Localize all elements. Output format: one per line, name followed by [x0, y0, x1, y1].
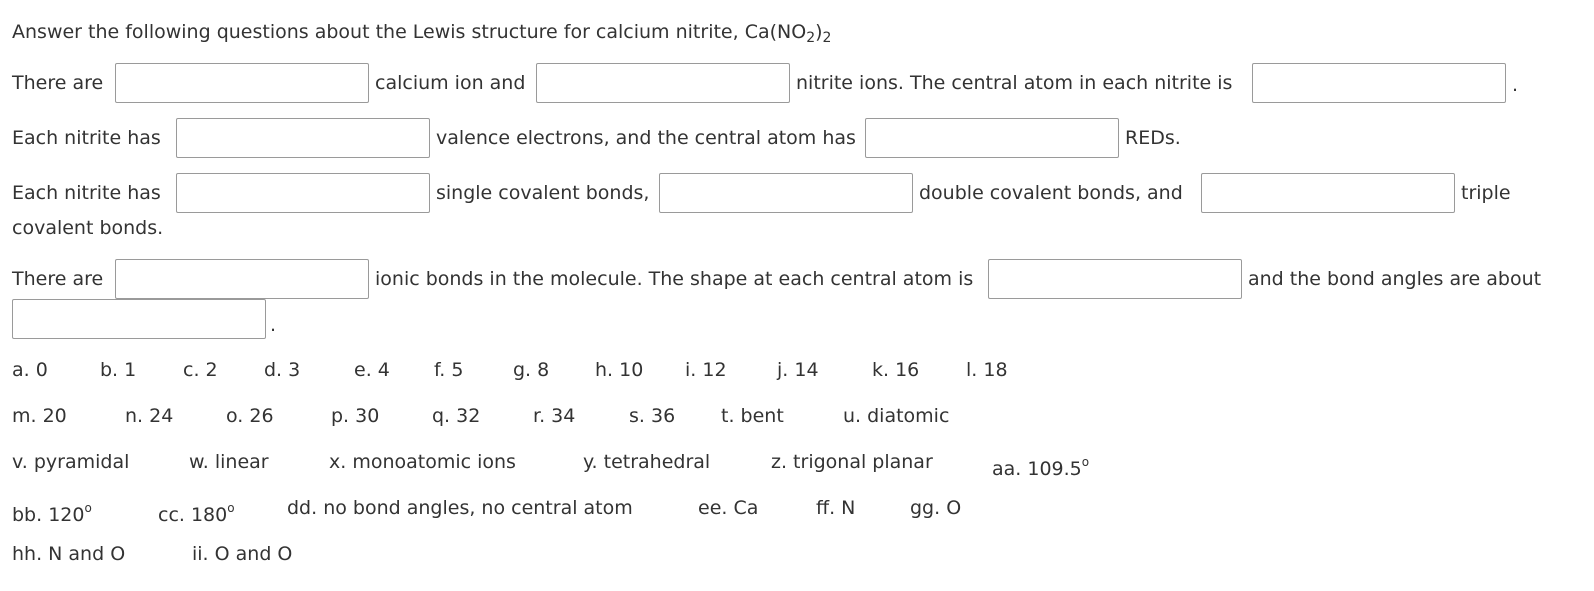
- option-k: k. 16: [872, 359, 920, 381]
- option-h: h. 10: [595, 359, 644, 381]
- blank-single-bonds[interactable]: [176, 173, 430, 213]
- option-d: d. 3: [264, 359, 301, 381]
- option-bb-text: bb. 120: [12, 504, 85, 526]
- option-hh: hh. N and O: [12, 543, 126, 565]
- blank-valence-electrons[interactable]: [176, 118, 430, 158]
- blank-central-reds[interactable]: [865, 118, 1119, 158]
- option-dd: dd. no bond angles, no central atom: [287, 497, 633, 519]
- option-o: o. 26: [226, 405, 274, 427]
- option-i: i. 12: [685, 359, 727, 381]
- option-x: x. monoatomic ions: [329, 451, 516, 473]
- option-a: a. 0: [12, 359, 48, 381]
- degree-symbol: o: [227, 501, 235, 515]
- title-paren: ): [815, 21, 823, 43]
- blank-double-bonds[interactable]: [659, 173, 913, 213]
- q4-period: .: [270, 314, 277, 336]
- option-cc: [158, 495, 235, 528]
- option-t: t. bent: [721, 405, 784, 427]
- option-cc-text: cc. 180: [158, 504, 228, 526]
- option-z: z. trigonal planar: [771, 451, 933, 473]
- q2-text-c: REDs.: [1125, 127, 1181, 149]
- q3-text-b: single covalent bonds,: [436, 182, 650, 204]
- option-l: l. 18: [966, 359, 1008, 381]
- q3-text-d: triple: [1461, 182, 1511, 204]
- q3-text-e: covalent bonds.: [12, 217, 164, 239]
- q1-text-b: calcium ion and: [375, 72, 526, 94]
- option-m: m. 20: [12, 405, 67, 427]
- option-f: f. 5: [434, 359, 464, 381]
- option-ee: ee. Ca: [698, 497, 759, 519]
- option-w: w. linear: [189, 451, 269, 473]
- option-s: s. 36: [629, 405, 676, 427]
- title-text: Answer the following questions about the Lewis structure for calcium nitrite, Ca(NO: [12, 21, 807, 43]
- q1-text-a: There are: [12, 72, 104, 94]
- option-ii: ii. O and O: [192, 543, 293, 565]
- option-q: q. 32: [432, 405, 481, 427]
- blank-shape[interactable]: [988, 259, 1242, 299]
- degree-symbol: o: [84, 501, 92, 515]
- blank-ionic-bonds[interactable]: [115, 259, 369, 299]
- title-subscript-1: 2: [806, 30, 816, 46]
- q3-text-a: Each nitrite has: [12, 182, 161, 204]
- option-r: r. 34: [533, 405, 576, 427]
- option-b: b. 1: [100, 359, 137, 381]
- q1-text-c: nitrite ions. The central atom in each nitrite is: [796, 72, 1233, 94]
- option-bb: [12, 495, 92, 528]
- option-c: c. 2: [183, 359, 218, 381]
- blank-calcium-ion-count[interactable]: [115, 63, 369, 103]
- option-aa: [992, 449, 1089, 482]
- option-gg: gg. O: [910, 497, 962, 519]
- question-title: [12, 19, 831, 51]
- q3-text-c: double covalent bonds, and: [919, 182, 1183, 204]
- blank-central-atom[interactable]: [1252, 63, 1506, 103]
- q4-text-c: and the bond angles are about: [1248, 268, 1542, 290]
- blank-triple-bonds[interactable]: [1201, 173, 1455, 213]
- option-j: j. 14: [777, 359, 819, 381]
- option-u: u. diatomic: [843, 405, 950, 427]
- q2-text-b: valence electrons, and the central atom has: [436, 127, 856, 149]
- q4-text-b: ionic bonds in the molecule. The shape at each central atom is: [375, 268, 974, 290]
- option-v: v. pyramidal: [12, 451, 130, 473]
- degree-symbol: o: [1081, 455, 1090, 469]
- option-p: p. 30: [331, 405, 380, 427]
- option-g: g. 8: [513, 359, 550, 381]
- option-e: e. 4: [354, 359, 390, 381]
- option-aa-text: aa. 109.5: [992, 458, 1082, 480]
- q2-text-a: Each nitrite has: [12, 127, 161, 149]
- title-subscript-2: 2: [822, 30, 832, 46]
- q1-period: .: [1512, 74, 1519, 96]
- option-ff: ff. N: [816, 497, 856, 519]
- q4-text-a: There are: [12, 268, 104, 290]
- option-y: y. tetrahedral: [583, 451, 711, 473]
- option-n: n. 24: [125, 405, 174, 427]
- blank-nitrite-ion-count[interactable]: [536, 63, 790, 103]
- blank-bond-angles[interactable]: [12, 299, 266, 339]
